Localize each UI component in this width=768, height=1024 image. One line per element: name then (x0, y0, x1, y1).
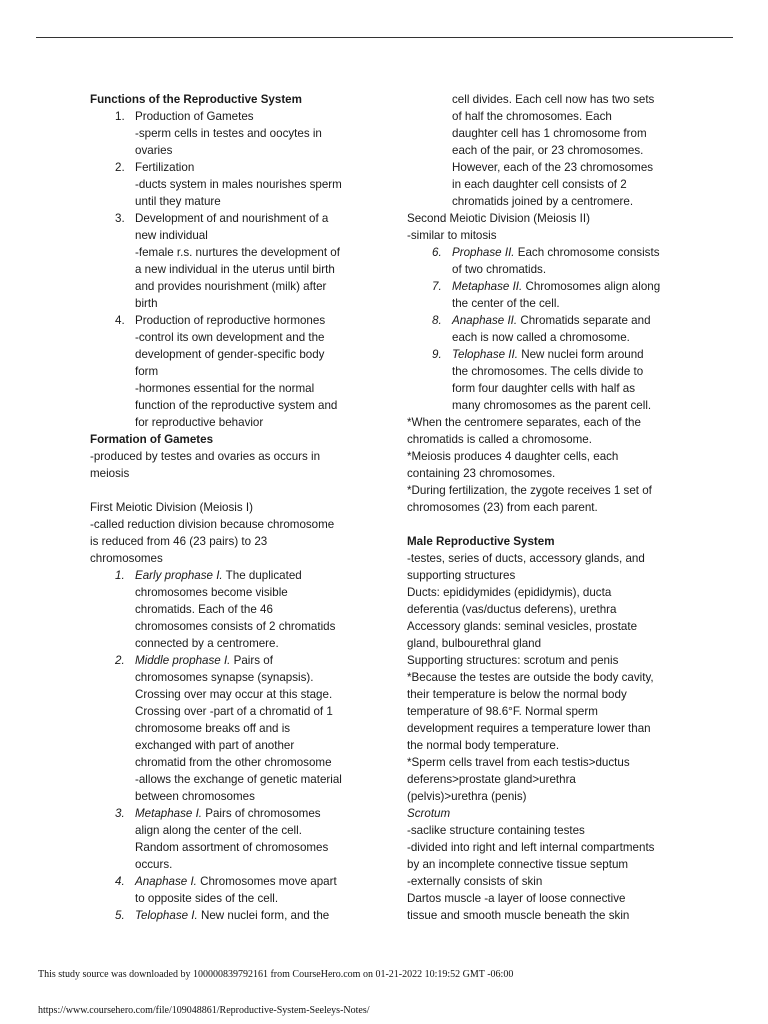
text-line: Dartos muscle -a layer of loose connective (407, 892, 626, 905)
text-line: chromosomes become visible (135, 586, 288, 599)
text-line: chromosomes synapse (synapsis). (135, 671, 314, 684)
text-line: development requires a temperature lower than (407, 722, 651, 735)
list-item-body (135, 907, 372, 924)
text-line: -similar to mitosis (407, 229, 497, 242)
text-line: of two chromatids. (452, 263, 547, 276)
text-line: chromatids. Each of the 46 (135, 603, 273, 616)
list-number: 6. (432, 246, 442, 259)
list-item (90, 312, 372, 431)
text-line: daughter cell has 1 chromosome from (452, 127, 647, 140)
text-line: deferens>prostate gland>urethra (407, 773, 576, 786)
paragraph (90, 499, 372, 567)
paragraph (407, 414, 707, 516)
list-item-body (135, 652, 372, 805)
list-number: 3. (115, 807, 125, 820)
text-line: -hormones essential for the normal (135, 382, 315, 395)
text-line: Development of and nourishment of a (135, 212, 329, 225)
top-rule (36, 37, 733, 38)
list-item (90, 805, 372, 873)
text-line: Ducts: epididymides (epididymis), ducta (407, 586, 612, 599)
list-item-body (452, 278, 707, 312)
text-line (452, 278, 707, 295)
left-column (90, 91, 372, 924)
text-line: -sperm cells in testes and oocytes in (135, 127, 322, 140)
phase-name: Anaphase I. (135, 875, 197, 888)
section-heading: Male Reproductive System (407, 535, 555, 548)
list-item-body (452, 346, 707, 414)
list-number: 1. (115, 569, 125, 582)
text-line: the normal body temperature. (407, 739, 560, 752)
paragraph (407, 550, 707, 805)
text-line: form (135, 365, 159, 378)
right-column (407, 91, 707, 924)
text-line: form four daughter cells with half as (452, 382, 636, 395)
text-line: chromosomes consists of 2 chromatids (135, 620, 336, 633)
phase-name: Telophase I. (135, 909, 198, 922)
phase-name: Metaphase I. (135, 807, 203, 820)
text-line: *Sperm cells travel from each testis>ductus (407, 756, 630, 769)
text-line: Random assortment of chromosomes (135, 841, 329, 854)
list-item (90, 652, 372, 805)
text-line: is reduced from 46 (23 pairs) to 23 (90, 535, 268, 548)
text-line: *During fertilization, the zygote receives 1 set of (407, 484, 652, 497)
text-line: function of the reproductive system and (135, 399, 338, 412)
list-item-body (452, 312, 707, 346)
text-line (452, 312, 707, 329)
list-number: 7. (432, 280, 442, 293)
text-line: the chromosomes. The cells divide to (452, 365, 644, 378)
text-line: *Because the testes are outside the body cavity, (407, 671, 654, 684)
text-line: Accessory glands: seminal vesicles, prostate (407, 620, 638, 633)
list-number: 5. (115, 909, 125, 922)
text-line: Crossing over may occur at this stage. (135, 688, 333, 701)
list-item (407, 278, 707, 312)
phase-name: Prophase II. (452, 246, 515, 259)
text-line: tissue and smooth muscle beneath the skin (407, 909, 630, 922)
text-line: Second Meiotic Division (Meiosis II) (407, 212, 590, 225)
list-item-body (135, 210, 372, 312)
phase-name: Anaphase II. (452, 314, 518, 327)
phase-description: Pairs of chromosomes (202, 807, 321, 820)
text-line: chromosomes (23) from each parent. (407, 501, 598, 514)
text-line: chromosomes (90, 552, 163, 565)
text-line: supporting structures (407, 569, 516, 582)
text-line: First Meiotic Division (Meiosis I) (90, 501, 253, 514)
text-line: occurs. (135, 858, 173, 871)
text-line: between chromosomes (135, 790, 255, 803)
text-line: deferentia (vas/ductus deferens), urethra (407, 603, 617, 616)
list-item-body (135, 108, 372, 159)
text-line: -ducts system in males nourishes sperm (135, 178, 342, 191)
text-line: connected by a centromere. (135, 637, 279, 650)
text-line: chromatids is called a chromosome. (407, 433, 592, 446)
text-line: their temperature is below the normal body (407, 688, 627, 701)
text-line: -testes, series of ducts, accessory glands, and (407, 552, 645, 565)
text-line: a new individual in the uterus until birth (135, 263, 335, 276)
list-item (90, 210, 372, 312)
text-line: cell divides. Each cell now has two sets (452, 93, 655, 106)
text-line: -allows the exchange of genetic material (135, 773, 342, 786)
text-line: until they mature (135, 195, 221, 208)
list-item (90, 159, 372, 210)
text-line (452, 346, 707, 363)
source-url[interactable]: https://www.coursehero.com/file/109048861/Reproductive-System-Seeleys-Notes/ (38, 1005, 370, 1016)
text-line (135, 873, 372, 890)
text-line: to opposite sides of the cell. (135, 892, 279, 905)
text-line: in each daughter cell consists of 2 (452, 178, 627, 191)
text-line: -female r.s. nurtures the development of (135, 246, 340, 259)
paragraph (407, 210, 707, 244)
paragraph (90, 448, 372, 482)
text-line: chromatid from the other chromosome (135, 756, 332, 769)
list-item (90, 567, 372, 652)
list-number: 1. (115, 110, 125, 123)
text-line: chromosome breaks off and is (135, 722, 291, 735)
list-item-body (135, 873, 372, 907)
list-item-body (135, 805, 372, 873)
list-number: 4. (115, 875, 125, 888)
text-line: and provides nourishment (milk) after (135, 280, 327, 293)
text-line: Fertilization (135, 161, 195, 174)
text-line: each is now called a chromosome. (452, 331, 630, 344)
paragraph (407, 91, 707, 210)
text-line: development of gender-specific body (135, 348, 325, 361)
phase-description: Chromosomes align along (522, 280, 661, 293)
section-heading: Functions of the Reproductive System (90, 93, 302, 106)
text-line: gland, bulbourethral gland (407, 637, 542, 650)
list-number: 9. (432, 348, 442, 361)
text-line: new individual (135, 229, 208, 242)
text-line: *When the centromere separates, each of the (407, 416, 641, 429)
text-line: Production of reproductive hormones (135, 314, 326, 327)
list-item (407, 346, 707, 414)
text-line (452, 244, 707, 261)
text-line: *Meiosis produces 4 daughter cells, each (407, 450, 619, 463)
text-line: by an incomplete connective tissue septum (407, 858, 629, 871)
download-note: This study source was downloaded by 100000839792161 from CourseHero.com on 01-21-2022 10:19:52 GMT -06:00 (38, 969, 514, 980)
text-line: the center of the cell. (452, 297, 560, 310)
phase-name: Telophase II. (452, 348, 518, 361)
blank-line (90, 482, 372, 499)
text-line: Supporting structures: scrotum and penis (407, 654, 619, 667)
list-number: 2. (115, 161, 125, 174)
phase-description: Chromosomes move apart (196, 875, 337, 888)
list-item-body (135, 567, 372, 652)
text-line (135, 652, 372, 669)
list-number: 2. (115, 654, 125, 667)
phase-name: Early prophase I. (135, 569, 223, 582)
text-line: containing 23 chromosomes. (407, 467, 556, 480)
text-line: for reproductive behavior (135, 416, 264, 429)
phase-description: New nuclei form around (517, 348, 644, 361)
subsection-heading: Scrotum (407, 807, 451, 820)
list-number: 4. (115, 314, 125, 327)
section-heading: Formation of Gametes (90, 433, 214, 446)
list-number: 3. (115, 212, 125, 225)
text-line (135, 567, 372, 584)
list-item (407, 312, 707, 346)
list-item-body (135, 159, 372, 210)
text-line: align along the center of the cell. (135, 824, 302, 837)
list-item-body (135, 312, 372, 431)
text-line: temperature of 98.6°F. Normal sperm (407, 705, 598, 718)
text-line (135, 907, 372, 924)
list-item (90, 907, 372, 924)
text-line: -called reduction division because chromosome (90, 518, 335, 531)
text-line: Production of Gametes (135, 110, 254, 123)
phase-name: Metaphase II. (452, 280, 523, 293)
text-line: Crossing over -part of a chromatid of 1 (135, 705, 333, 718)
list-number: 8. (432, 314, 442, 327)
text-line: -saclike structure containing testes (407, 824, 585, 837)
text-line: meiosis (90, 467, 130, 480)
list-item-body (452, 244, 707, 278)
text-line: However, each of the 23 chromosomes (452, 161, 654, 174)
text-line: chromatids joined by a centromere. (452, 195, 634, 208)
text-line: -control its own development and the (135, 331, 325, 344)
text-line: -produced by testes and ovaries as occurs in (90, 450, 321, 463)
text-line: ovaries (135, 144, 173, 157)
text-line: of half the chromosomes. Each (452, 110, 612, 123)
text-line: (pelvis)>urethra (penis) (407, 790, 527, 803)
paragraph (407, 822, 707, 924)
text-line: birth (135, 297, 158, 310)
list-item (407, 244, 707, 278)
phase-description: Chromatids separate and (517, 314, 651, 327)
text-line: -externally consists of skin (407, 875, 543, 888)
list-item (90, 108, 372, 159)
list-item (90, 873, 372, 907)
text-line: many chromosomes as the parent cell. (452, 399, 652, 412)
text-line: -divided into right and left internal compartments (407, 841, 655, 854)
text-line: exchanged with part of another (135, 739, 295, 752)
phase-description: Each chromosome consists (514, 246, 660, 259)
phase-description: Pairs of (230, 654, 273, 667)
phase-name: Middle prophase I. (135, 654, 231, 667)
phase-description: The duplicated (222, 569, 302, 582)
text-line (135, 805, 372, 822)
blank-line (407, 516, 707, 533)
text-line: each of the pair, or 23 chromosomes. (452, 144, 644, 157)
phase-description: New nuclei form, and the (197, 909, 330, 922)
